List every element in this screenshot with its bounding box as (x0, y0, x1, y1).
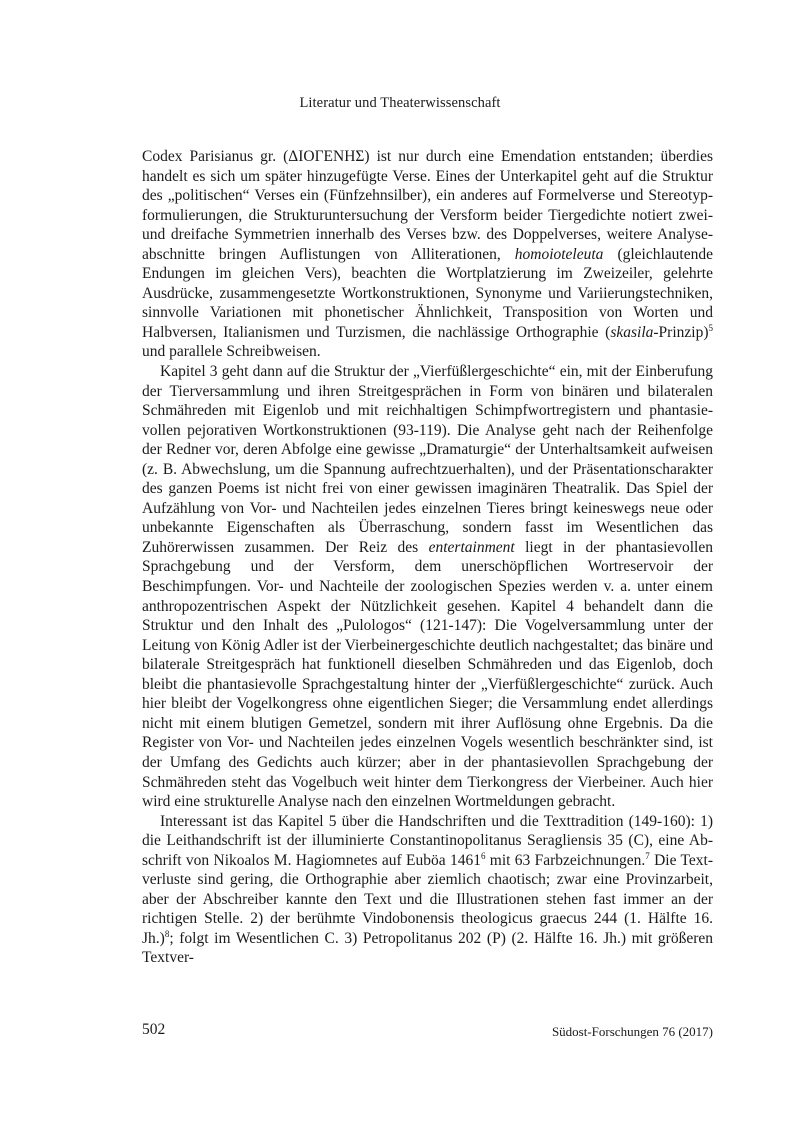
running-head: Literatur und Theaterwissenschaft (299, 95, 501, 111)
italic-term: homoioteleuta (514, 245, 604, 263)
text-run: Die Textverluste sind gering, die Orthographie aber ziemlich chaotisch; zwar eine Provinzarbeit, aber der Abschreiber kannte den Text und die Illustrationen stehen fast immer an der richtigen Stelle. 2) der berühmte Vindobonensis theologicus graecus 244 (1. Hälfte 16. Jh.) (142, 851, 714, 947)
paragraph (142, 812, 713, 968)
footnote-ref: 6 (480, 850, 486, 861)
text-run: Kapitel 3 geht dann auf die Struktur der „Vierfüßlergeschichte“ ein, mit der Einberufung der Tierversammlung und ihren Streitgesprächen in Form von binären und bilateralen Schmähreden mit Eigenlob und mit reichhaltigen Schimpfwortregistern und phantasievollen pejorativen Wortkonstruktionen (93-119). Die Analyse geht nach der Reihenfolge der Redner vor, deren Abfolge eine gewisse „Dramaturgie“ der Unterhaltsamkeit aufweisen (z. B. Abwechslung, um die Spannung aufrechtzuerhalten), und der Präsentationscharakter des ganzen Poems ist nicht frei von einer gewissen imaginären Theatralik. Das Spiel der Aufzählung von Vor- und Nachteilen jedes einzelnen Tieres bringt keineswegs neue oder unbekannte Eigenschaften als Überraschung, sondern fasst im Wesentlichen das Zuhörerwissen zusammen. Der Reiz des (142, 363, 713, 556)
page-number: 502 (142, 1021, 166, 1038)
text-run: -Prinzip) (653, 323, 709, 341)
journal-citation: Südost-Forschungen 76 (2017) (551, 1024, 713, 1039)
italic-term: skasila (610, 323, 654, 341)
text-run: (gleichlautende Endungen im gleichen Vers), beachten die Wortplatzierung im Zweizeiler, gelehrte Ausdrücke, zusammengesetzte Wortkonstruktionen, Synonyme und Variierungstechniken, sinnvolle Variationen mit phonetischer Ähnlichkeit, Transposition von Worten und Halbversen, Italianismen und Turzismen, die nachlässige Orthographie ( (142, 245, 713, 341)
text-run: und parallele Schreibweisen. (142, 343, 321, 361)
text-run: liegt in der phantasievollen Sprachgebung und der Versform, dem unerschöpflichen Wortreservoir der Beschimpfungen. Vor- und Nachteile der zoologischen Spezies werden v. a. unter einem anthropozentrischen Aspekt der Nützlichkeit gesehen. Kapitel 4 behandelt dann die Struktur und den Inhalt des „Pulologos“ (121-147): Die Vogelversammlung unter der Leitung von König Adler ist der Vierbeinergeschichte deutlich nachgestaltet; das binäre und bilaterale Streitgespräch hat funktionell dieselben Schmähreden und das Eigenlob, doch bleibt die phantasievolle Sprachgestaltung hinter der „Vierfüßlergeschichte“ zurück. Auch hier bleibt der Vogelkongress ohne eigentlichen Sieger; die Versammlung endet allerdings nicht mit einem blutigen Gemetzel, sondern mit ihrer Auflösung ohne Ergebnis. Da die Register von Vor- und Nachteilen jedes einzelnen Vogels wesentlich beschränkter sind, ist der Umfang des Gedichts auch kürzer; aber in der phantasievollen Sprachgebung der Schmähreden steht das Vogelbuch weit hinter dem Tierkongress der Vierbeiner. Auch hier wird eine strukturelle Analyse nach den einzelnen Wortmeldungen gebracht. (142, 538, 713, 811)
text-run: ; folgt im Wesentlichen C. 3) Petropolitanus 202 (P) (2. Hälfte 16. Jh.) mit größeren Textver- (142, 929, 713, 967)
text-run: Codex Parisianus gr. (ΔΙΟΓΕΝΗΣ) ist nur durch eine Emendation entstanden; überdies handelt es sich um später hinzugefügte Verse. Eines der Unterkapitel geht auf die Struktur des „politischen“ Verses ein (Fünfzehnsilber), ein anderes auf Formelverse und Stereotypformulierungen, die Strukturuntersuchung der Versform beider Tiergedichte notiert zwei- und dreifache Symmetrien innerhalb des Verses bzw. des Doppelverses, weitere Analyseabschnitte bringen Auflistungen von Alliterationen, (142, 148, 713, 263)
footnote-ref: 5 (708, 322, 713, 333)
text-run: Interessant ist das Kapitel 5 über die Handschriften und die Texttradition (149-160): 1) die Leithandschrift ist der illuminierte Constantinopolitanus Seragliensis 35 (C), eine Abschrift von Nikoalos M. Hagiomnetes auf Euböa 1461 (142, 812, 713, 869)
body-text (142, 147, 713, 968)
footnote-ref: 7 (645, 850, 650, 861)
footnote-ref: 8 (164, 928, 170, 939)
text-run: mit 63 Farbzeichnungen. (485, 851, 646, 869)
italic-term: entertainment (428, 538, 515, 556)
paragraph (142, 362, 713, 812)
paragraph (142, 147, 713, 362)
